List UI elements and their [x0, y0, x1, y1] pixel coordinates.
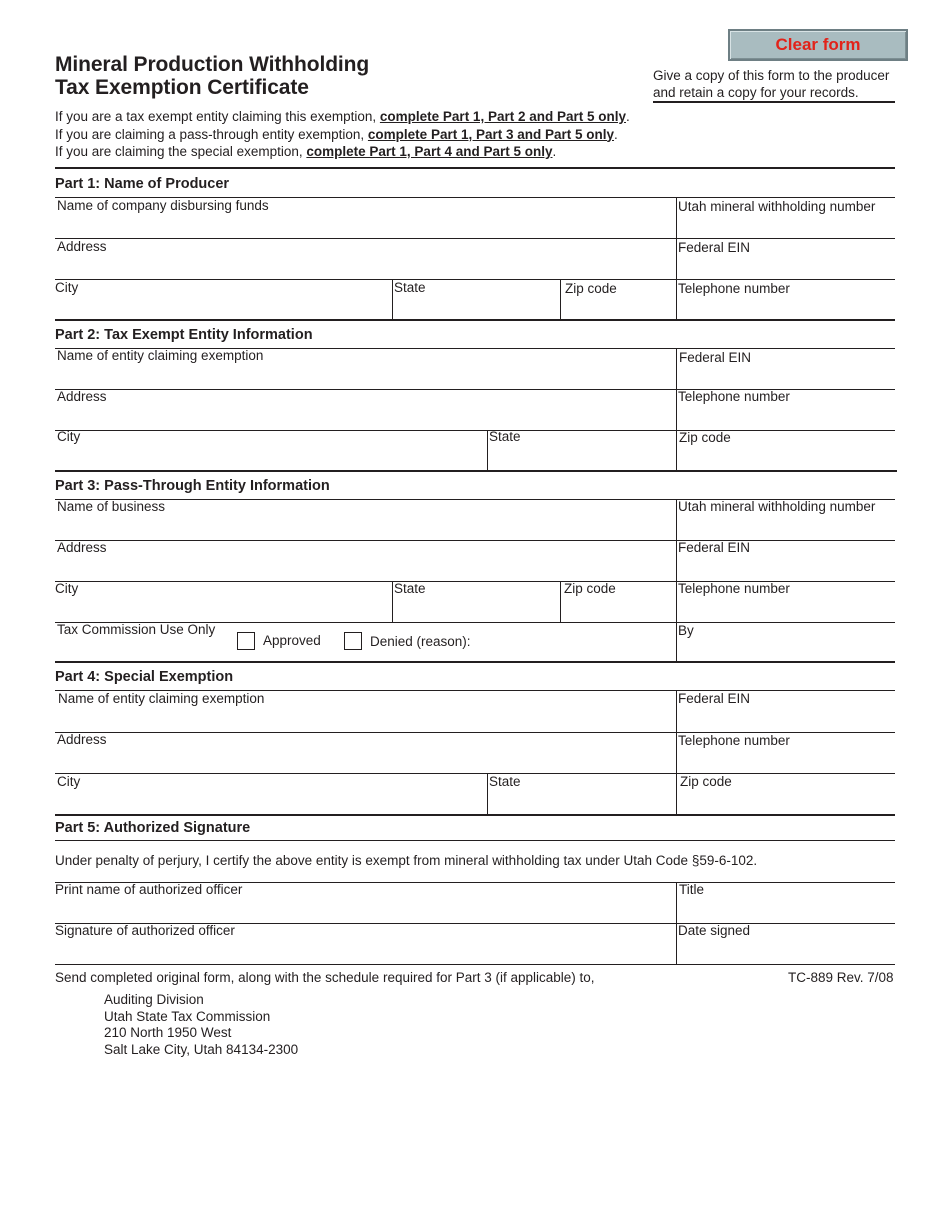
part1-city-field[interactable]: City	[55, 280, 79, 295]
denied-reason-field[interactable]: Denied (reason):	[370, 634, 471, 649]
divider	[487, 430, 488, 470]
part2-state-field[interactable]: State	[489, 429, 521, 444]
row-rule	[55, 540, 895, 541]
instruction-line	[55, 143, 630, 161]
part1-zip-field[interactable]: Zip code	[565, 281, 617, 296]
instruction-line	[55, 108, 630, 126]
form-title-line1: Mineral Production Withholding	[55, 53, 370, 76]
mailing-address	[104, 992, 298, 1058]
part3-business-field[interactable]: Name of business	[57, 499, 166, 514]
denied-checkbox[interactable]	[344, 632, 362, 650]
divider	[487, 773, 488, 814]
divider	[560, 279, 561, 320]
divider	[392, 581, 393, 622]
by-field[interactable]: By	[678, 623, 694, 638]
instruction-emphasis: complete Part 1, Part 2 and Part 5 only	[379, 109, 626, 124]
copy-note-line1: Give a copy of this form to the producer	[653, 68, 890, 83]
instruction-end: .	[552, 144, 557, 159]
row-rule	[55, 238, 895, 239]
address-line: Salt Lake City, Utah 84134-2300	[104, 1041, 299, 1057]
address-line: Auditing Division	[104, 992, 204, 1007]
row-rule	[55, 279, 895, 280]
part3-phone-field[interactable]: Telephone number	[678, 581, 790, 596]
row-rule	[55, 430, 895, 431]
date-signed-field[interactable]: Date signed	[678, 923, 751, 938]
part2-address-field[interactable]: Address	[57, 389, 107, 404]
divider	[676, 348, 677, 470]
divider	[676, 690, 677, 814]
part2-end-rule	[55, 470, 897, 472]
copy-note-line2: and retain a copy for your records.	[653, 85, 859, 100]
part2-zip-field[interactable]: Zip code	[679, 430, 731, 445]
part3-title: Part 3: Pass-Through Entity Information	[55, 478, 330, 494]
part1-state-field[interactable]: State	[394, 280, 426, 295]
part3-address-field[interactable]: Address	[57, 540, 107, 555]
part3-ein-field[interactable]: Federal EIN	[678, 540, 751, 555]
part3-zip-field[interactable]: Zip code	[564, 581, 616, 596]
part5-end-rule	[55, 964, 895, 965]
part2-title: Part 2: Tax Exempt Entity Information	[55, 327, 313, 343]
divider	[392, 279, 393, 320]
part1-ein-field[interactable]: Federal EIN	[678, 240, 751, 255]
part5-title: Part 5: Authorized Signature	[55, 820, 251, 836]
row-rule	[55, 773, 895, 774]
divider	[676, 197, 677, 320]
instruction-line	[55, 126, 630, 144]
instructions-rule	[55, 167, 895, 169]
part2-phone-field[interactable]: Telephone number	[678, 389, 790, 404]
send-instructions: Send completed original form, along with the schedule required for Part 3 (if applicable) to,	[55, 970, 595, 985]
part4-end-rule	[55, 814, 895, 816]
approved-checkbox[interactable]	[237, 632, 255, 650]
form-title	[55, 53, 369, 99]
instruction-emphasis: complete Part 1, Part 3 and Part 5 only	[367, 126, 615, 142]
approved-label: Approved	[263, 633, 321, 648]
part2-ein-field[interactable]: Federal EIN	[679, 350, 752, 365]
instruction-text: If you are a tax exempt entity claiming this exemption,	[55, 109, 380, 124]
address-line: Utah State Tax Commission	[104, 1008, 271, 1024]
part3-withholding-field[interactable]: Utah mineral withholding number	[678, 499, 876, 514]
signature-field[interactable]: Signature of authorized officer	[55, 923, 235, 938]
tc-use-only-label: Tax Commission Use Only	[57, 622, 216, 637]
form-title-line2: Tax Exemption Certificate	[55, 76, 309, 99]
clear-form-button[interactable]: Clear form	[728, 29, 908, 61]
part4-zip-field[interactable]: Zip code	[680, 774, 732, 789]
part1-address-field[interactable]: Address	[57, 239, 107, 254]
part4-address-field[interactable]: Address	[57, 732, 107, 747]
part4-ein-field[interactable]: Federal EIN	[678, 691, 751, 706]
instruction-end: .	[626, 109, 630, 124]
part4-title: Part 4: Special Exemption	[55, 669, 234, 685]
divider	[560, 581, 561, 622]
part3-end-rule	[55, 661, 895, 663]
part1-end-rule	[55, 319, 895, 321]
instructions	[55, 108, 630, 161]
divider	[676, 499, 677, 661]
part4-state-field[interactable]: State	[489, 774, 521, 789]
part4-entity-field[interactable]: Name of entity claiming exemption	[58, 691, 265, 706]
part4-city-field[interactable]: City	[57, 774, 81, 789]
officer-title-field[interactable]: Title	[679, 882, 705, 897]
part3-city-field[interactable]: City	[55, 581, 79, 596]
instruction-end: .	[614, 126, 618, 142]
divider	[676, 882, 677, 964]
part2-city-field[interactable]: City	[57, 429, 81, 444]
part1-title: Part 1: Name of Producer	[55, 176, 230, 192]
penalty-statement: Under penalty of perjury, I certify the above entity is exempt from mineral withholding tax under Utah Code §59-6-102.	[55, 853, 758, 868]
part1-withholding-field[interactable]: Utah mineral withholding number	[678, 199, 876, 214]
address-line: 210 North 1950 West	[104, 1025, 232, 1040]
instruction-text: If you are claiming the special exemption,	[55, 144, 307, 159]
part4-phone-field[interactable]: Telephone number	[678, 733, 790, 748]
print-name-field[interactable]: Print name of authorized officer	[55, 882, 243, 897]
part1-phone-field[interactable]: Telephone number	[678, 281, 790, 296]
form-id: TC-889 Rev. 7/08	[788, 970, 894, 985]
copy-note	[653, 67, 889, 101]
part1-company-field[interactable]: Name of company disbursing funds	[57, 198, 269, 213]
header-rule	[653, 101, 895, 103]
part5-rule	[55, 840, 895, 841]
instruction-emphasis: complete Part 1, Part 4 and Part 5 only	[306, 144, 553, 159]
part2-entity-field[interactable]: Name of entity claiming exemption	[57, 348, 264, 363]
part3-state-field[interactable]: State	[394, 581, 426, 596]
instruction-text: If you are claiming a pass-through entity exemption,	[55, 126, 368, 142]
